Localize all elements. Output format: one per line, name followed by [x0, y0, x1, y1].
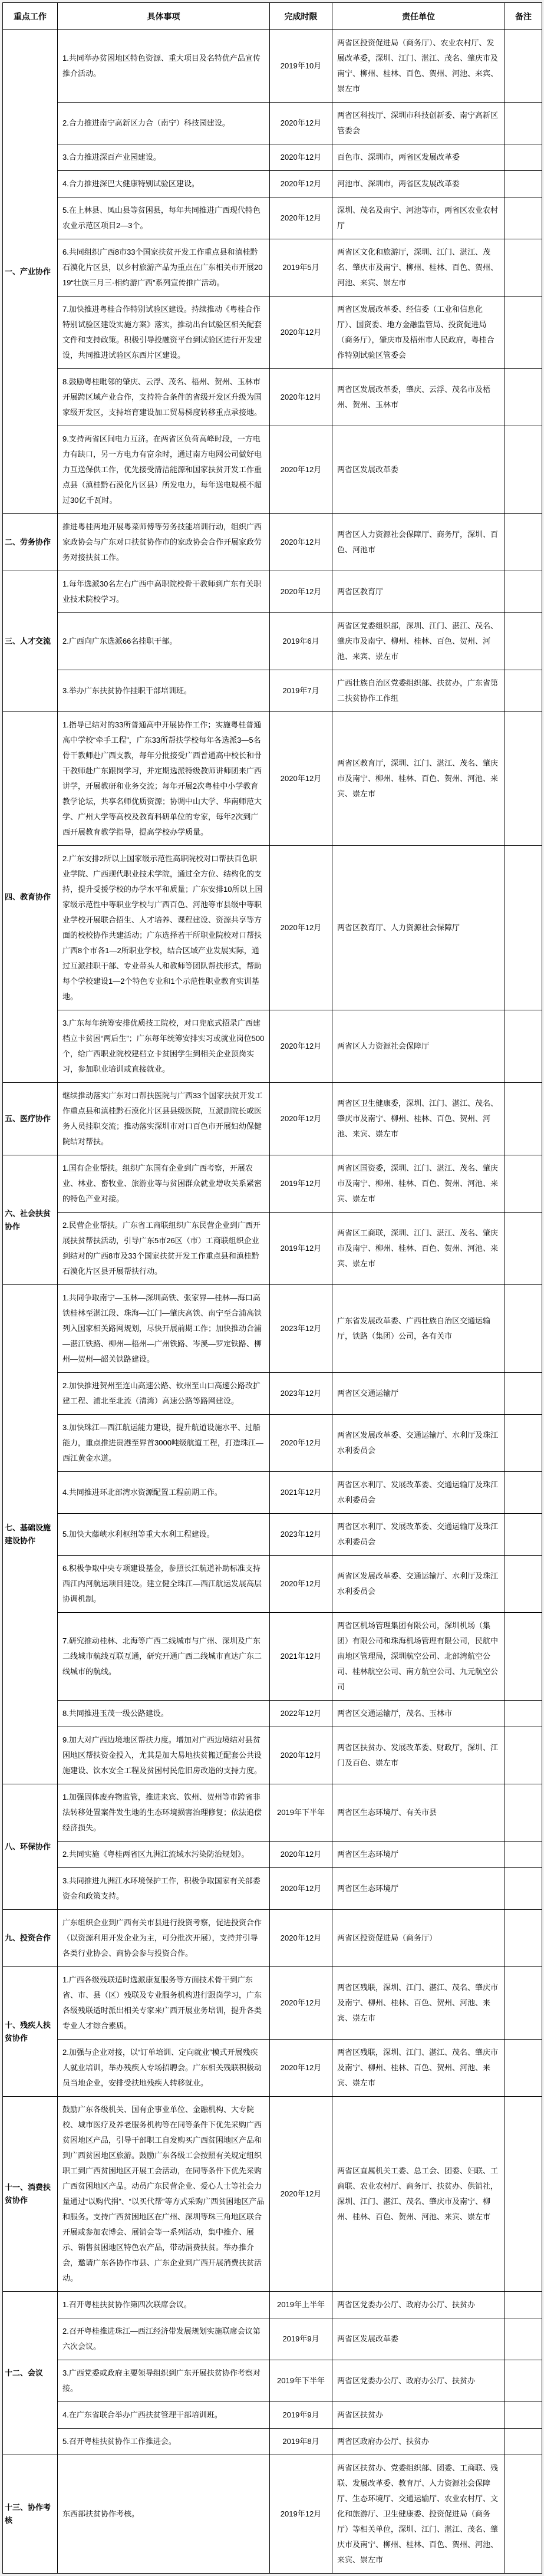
table-row	[3, 1967, 542, 2040]
unit-cell: 两省区投资促进局（商务厅）	[332, 1910, 505, 1967]
note-cell	[505, 426, 542, 514]
deadline-cell: 2023年12月	[270, 1285, 332, 1373]
unit-cell: 两省区人力资源社会保障厅、商务厅，深圳、百色、河池市	[332, 514, 505, 571]
table-row	[3, 2292, 542, 2318]
note-cell	[505, 197, 542, 239]
note-cell	[505, 171, 542, 197]
deadline-cell: 2019年上半年	[270, 2292, 332, 2318]
table-row	[3, 613, 542, 670]
table-row	[3, 426, 542, 514]
table-row	[3, 297, 542, 369]
task-cell: 6.共同组织广西8市33个国家扶贫开发工作重点县和滇桂黔石漠化片区县，以乡村旅游产品为重点在广东相关市开展2019“壮族三月三·相约游广西”系列宣传推广活动。	[58, 239, 270, 297]
task-cell: 9.支持两省区间电力互济。在两省区负荷高峰时段，一方电力有缺口，另一方电力有富余时，通过南方电网公司做好电力互送保供工作，优先接受清洁能源和国家扶贫开发工作重点县（滇桂黔石漠化片区县）所发电力，每年送电规模不超过30亿千瓦时。	[58, 426, 270, 514]
unit-cell: 两省区文化和旅游厅，深圳、江门、湛江、茂名、肇庆市及南宁、柳州、桂林、百色、贺州、河池、来宾、崇左市	[332, 239, 505, 297]
note-cell	[505, 1285, 542, 1373]
deadline-cell: 2021年12月	[270, 1472, 332, 1514]
task-cell: 4.合力推进深巴大健康特别试验区建设。	[58, 171, 270, 197]
header-specific-item: 具体事项	[58, 3, 270, 30]
note-cell	[505, 2097, 542, 2292]
category-cell: 五、医疗协作	[3, 1083, 58, 1155]
table-row	[3, 2040, 542, 2097]
deadline-cell: 2020年12月	[270, 144, 332, 171]
task-cell: 1.加强固体废弃物监管，推进来宾、钦州、贺州等市跨省非法转移处置案件发生地的生态环境损害治理修复；依法追偿经济损失。	[58, 1784, 270, 1842]
note-cell	[505, 1010, 542, 1083]
deadline-cell: 2020年12月	[270, 1868, 332, 1910]
table-row	[3, 1910, 542, 1967]
category-cell: 十、残疾人扶贫协作	[3, 1967, 58, 2097]
note-cell	[505, 1842, 542, 1868]
category-cell: 二、劳务协作	[3, 514, 58, 571]
unit-cell: 两省区扶贫办、发展改革委、财政厅，深圳、江门及百色、崇左市	[332, 1727, 505, 1784]
task-cell: 鼓励广东各级机关、国有企事业单位、金融机构、大专院校、城市医疗及养老服务机构等在同等条件下优先采购广西贫困地区产品，引导干部职工自发购买广西贫困地区产品和到广西贫困地区旅游。鼓励广东各级工会按照有关规定组织职工到广西贫困地区开展工会活动，在同等条件下优先采购广西贫困地区产品。动员广东民营企业、爱心人士等社会力量通过“以购代捐”、“以买代帮”等方式采购广西贫困地区产品和服务。支持广西贫困地区在广州、深圳等珠三角地区联合开展或参加农博会、展销会等一系列活动，集中推介、展示、销售贫困地区特色农产品，带动消费扶贫。举办推介会，邀请广东各协作市县、广东企业到广西开展消费扶贫活动。	[58, 2097, 270, 2292]
deadline-cell: 2020年12月	[270, 1910, 332, 1967]
task-cell: 推进粤桂两地开展粤菜师傅等劳务技能培训行动，组织广西家政协会与广东对口扶贫协作市的家政协会合作开展家政劳务对接扶贫工作。	[58, 514, 270, 571]
deadline-cell: 2023年12月	[270, 1373, 332, 1415]
deadline-cell: 2019年6月	[270, 613, 332, 670]
deadline-cell: 2019年9月	[270, 2402, 332, 2429]
task-cell: 5.召开粤桂扶贫协作工作推进会。	[58, 2429, 270, 2455]
unit-cell: 两省区发展改革委、交通运输厅、水利厅及珠江水利委员会	[332, 1415, 505, 1472]
table-row	[3, 1373, 542, 1415]
note-cell	[505, 2402, 542, 2429]
unit-cell: 两省区政府办公厅、扶贫办	[332, 2429, 505, 2455]
table-row	[3, 1514, 542, 1556]
category-cell: 九、投资合作	[3, 1910, 58, 1967]
table-row	[3, 571, 542, 613]
note-cell	[505, 1415, 542, 1472]
unit-cell: 河池市、深圳市，两省区发展改革委	[332, 171, 505, 197]
table-row	[3, 1010, 542, 1083]
task-cell: 8.共同推进玉茂一级公路建设。	[58, 1701, 270, 1727]
task-cell: 7.加快推进粤桂合作特别试验区建设。持续推动《粤桂合作特别试验区建设实施方案》落实，推动出台试验区相关配套文件和支持政策。积极引导投融资平台到试验区进行开发建设，共同推进试验区东西片区建设。	[58, 297, 270, 369]
task-cell: 6.积极争取中央专项建设基金，参照长江航道补助标准支持西江内河航运项目建设。建立健全珠江—西江航运发展高层协调机制。	[58, 1556, 270, 1613]
category-cell: 七、基础设施建设协作	[3, 1285, 58, 1784]
note-cell	[505, 670, 542, 712]
table-row	[3, 103, 542, 144]
deadline-cell: 2019年10月	[270, 30, 332, 103]
note-cell	[505, 1701, 542, 1727]
deadline-cell: 2020年12月	[270, 1967, 332, 2040]
unit-cell: 两省区直属机关工委、总工会、团委、妇联、工商联、农业农村厅、商务厅、扶贫办、供销社，深圳、江门、湛江、茂名、肇庆市及南宁、柳州、桂林、百色、贺州、河池、来宾、崇左市	[332, 2097, 505, 2292]
table-row	[3, 144, 542, 171]
unit-cell: 两省区投资促进局（商务厅）、农业农村厅、发展改革委，深圳、江门、湛江、茂名、肇庆市及南宁、柳州、桂林、百色、贺州、河池、来宾、崇左市	[332, 30, 505, 103]
table-row	[3, 846, 542, 1010]
task-cell: 2.民营企业帮扶。广东省工商联组织广东民营企业到广西开展扶贫帮扶活动，引导广东5市26区（市）工商联组织企业到结对的广西8市及33个国家扶贫开发工作重点县和滇桂黔石漠化片区县开展帮扶行动。	[58, 1213, 270, 1285]
note-cell	[505, 1514, 542, 1556]
unit-cell: 深圳、茂名及南宁、河池等市，两省区农业农村厅	[332, 197, 505, 239]
note-cell	[505, 712, 542, 846]
table-row	[3, 30, 542, 103]
table-row	[3, 1415, 542, 1472]
unit-cell: 两省区党委办公厅、政府办公厅、扶贫办	[332, 2292, 505, 2318]
note-cell	[505, 144, 542, 171]
table-row	[3, 1083, 542, 1155]
table-row	[3, 239, 542, 297]
unit-cell: 两省区扶贫办、党委组织部、团委、工商联、残联、发展改革委、教育厅、人力资源社会保障厅、生态环境厅、交通运输厅、农业农村厅、文化和旅游厅、卫生健康委、投资促进局（商务厅）等相关单位，深圳、江门、湛江、茂名、肇庆市及南宁、柳州、桂林、百色、贺州、河池、来宾、崇左市	[332, 2455, 505, 2574]
table-row	[3, 1613, 542, 1701]
task-cell: 9.加大对广西边境地区帮扶力度。增加对广西边境结对县贫困地区帮扶资金投入，尤其是加大易地扶贫搬迁配套公共设施建设、饮水安全工程及贫困村民危旧房改造的支持力度。	[58, 1727, 270, 1784]
deadline-cell: 2020年12月	[270, 1010, 332, 1083]
deadline-cell: 2019年12月	[270, 2455, 332, 2574]
note-cell	[505, 613, 542, 670]
table-row	[3, 712, 542, 846]
unit-cell: 两省区工商联，深圳、江门、湛江、茂名、肇庆市及南宁、柳州、桂林、百色、贺州、河池、来宾、崇左市	[332, 1213, 505, 1285]
unit-cell: 两省区发展改革委	[332, 426, 505, 514]
category-cell: 十二、会议	[3, 2292, 58, 2455]
unit-cell: 两省区扶贫办	[332, 2402, 505, 2429]
note-cell	[505, 30, 542, 103]
unit-cell: 两省区生态环境厅	[332, 1868, 505, 1910]
task-cell: 1.广西各级残联适时选派康复服务等方面技术骨干到广东省、市、县（区）残联及专业服务机构进行跟岗学习，广东各级残联适时派出相关专家来广西开展业务培训，提升各类专业人才综合素质。	[58, 1967, 270, 2040]
task-cell: 1.国有企业帮扶。组织广东国有企业到广西考察，开展农业、林业、畜牧业、旅游业等与贫困群众就业增收关系紧密的特色产业对接。	[58, 1155, 270, 1213]
note-cell	[505, 571, 542, 613]
deadline-cell: 2022年12月	[270, 1701, 332, 1727]
deadline-cell: 2020年12月	[270, 1415, 332, 1472]
task-cell: 1.召开粤桂扶贫协作第四次联席会议。	[58, 2292, 270, 2318]
deadline-cell: 2020年12月	[270, 1842, 332, 1868]
unit-cell: 两省区发展改革委	[332, 2318, 505, 2360]
deadline-cell: 2020年12月	[270, 2040, 332, 2097]
unit-cell: 两省区生态环境厅、有关市县	[332, 1784, 505, 1842]
table-row	[3, 2455, 542, 2574]
task-cell: 3.加快珠江—西江航运能力建设，提升航道设施水平、过船能力，重点推进贵港至界首3000吨级航道工程，打造珠江—西江黄金水道。	[58, 1415, 270, 1472]
unit-cell: 两省区发展改革委，肇庆、云浮、茂名市及梧州、贺州、玉林市	[332, 369, 505, 426]
deadline-cell: 2019年12月	[270, 1213, 332, 1285]
header-deadline: 完成时限	[270, 3, 332, 30]
note-cell	[505, 2455, 542, 2574]
deadline-cell: 2020年12月	[270, 514, 332, 571]
unit-cell: 两省区交通运输厅，茂名、玉林市	[332, 1701, 505, 1727]
task-cell: 2.合力推进南宁高新区力合（南宁）科技园建设。	[58, 103, 270, 144]
deadline-cell: 2020年12月	[270, 846, 332, 1010]
table-row	[3, 1842, 542, 1868]
task-cell: 4.共同推进环北部湾水资源配置工程前期工作。	[58, 1472, 270, 1514]
task-cell: 2.加强与企业对接，以“订单培训、定向就业”模式开展残疾人就业培训，举办残疾人专场招聘会。广东相关残联积极动员当地企业，安排受扶地残疾人转移就业。	[58, 2040, 270, 2097]
note-cell	[505, 297, 542, 369]
note-cell	[505, 1155, 542, 1213]
table-row	[3, 1213, 542, 1285]
note-cell	[505, 1083, 542, 1155]
table-row	[3, 670, 542, 712]
task-cell: 3.广东每年统筹安排优质技工院校，对口兜底式招录广西建档立卡贫困“两后生”；广东每年统筹安排实习或就业岗位500个，给广西职业院校建档立卡贫困学生到相关企业顶岗实习，参加职业培训或直接就业。	[58, 1010, 270, 1083]
unit-cell: 两省区水利厅、发展改革委、交通运输厅及珠江水利委员会	[332, 1472, 505, 1514]
unit-cell: 两省区科技厅、深圳市科技创新委、南宁高新区管委会	[332, 103, 505, 144]
task-cell: 东西部扶贫协作考核。	[58, 2455, 270, 2574]
deadline-cell: 2020年12月	[270, 1083, 332, 1155]
deadline-cell: 2020年12月	[270, 103, 332, 144]
task-cell: 2.加快推进贺州至连山高速公路、钦州至山口高速公路改扩建工程、浦北至北流（清湾）高速公路等路网建设。	[58, 1373, 270, 1415]
deadline-cell: 2020年12月	[270, 2097, 332, 2292]
unit-cell: 两省区人力资源社会保障厅	[332, 1010, 505, 1083]
note-cell	[505, 1784, 542, 1842]
task-cell: 7.研究推动桂林、北海等广西二线城市与广州、深圳及广东二线城市航线互联互通，研究开通广西二线城市直达广东二线城市的航线。	[58, 1613, 270, 1701]
note-cell	[505, 1967, 542, 2040]
unit-cell: 两省区卫生健康委，深圳、江门、湛江、茂名、肇庆市及南宁、柳州、桂林、百色、贺州、河池、来宾、崇左市	[332, 1083, 505, 1155]
category-cell: 十一、消费扶贫协作	[3, 2097, 58, 2292]
header-key-work: 重点工作	[3, 3, 58, 30]
deadline-cell: 2020年12月	[270, 426, 332, 514]
deadline-cell: 2019年12月	[270, 1155, 332, 1213]
task-cell: 2.广东安排2所以上国家级示范性高职院校对口帮扶百色职业学院、广西现代职业技术学院，通过全方位、结构化的支持，提升受援学校的办学水平和质量；广东安排10所以上国家级示范性中等职业学校与广西百色、河池等市县级中等职业学校开展联合招生、人才培养、课程建设、资源共享等方面的校校协作共建活动；广东选择若干所职业院校对口帮扶广西8个市各1—2所职业学校，结合区域产业发展实际，通过互派挂职干部、专业带头人和教师等团队帮扶形式，帮助每个学校建设1—2个特色专业和1个示范性职业教育实训基地。	[58, 846, 270, 1010]
note-cell	[505, 514, 542, 571]
deadline-cell: 2020年12月	[270, 571, 332, 613]
note-cell	[505, 1213, 542, 1285]
note-cell	[505, 846, 542, 1010]
table-row	[3, 514, 542, 571]
table-row	[3, 1784, 542, 1842]
table-row	[3, 1155, 542, 1213]
deadline-cell: 2020年12月	[270, 297, 332, 369]
table-row	[3, 197, 542, 239]
table-row	[3, 369, 542, 426]
deadline-cell: 2023年12月	[270, 1514, 332, 1556]
table-row	[3, 1727, 542, 1784]
note-cell	[505, 2429, 542, 2455]
note-cell	[505, 369, 542, 426]
table-row	[3, 2402, 542, 2429]
deadline-cell: 2021年12月	[270, 1613, 332, 1701]
note-cell	[505, 103, 542, 144]
task-cell: 继续推动落实广东对口帮扶医院与广西33个国家扶贫开发工作重点县和滇桂黔石漠化片区县县级医院，互派副院长或医务人员挂职交流；推动落实深圳市对口百色市开展妇幼保健院结对帮扶。	[58, 1083, 270, 1155]
note-cell	[505, 2318, 542, 2360]
unit-cell: 两省区生态环境厅	[332, 1842, 505, 1868]
unit-cell: 两省区党委组织部，深圳、江门、湛江、茂名、肇庆市及南宁、柳州、桂林、百色、贺州、河池、来宾、崇左市	[332, 613, 505, 670]
task-cell: 5.在上林县、凤山县等贫困县，每年共同推进广西现代特色农业示范区项目2—3个。	[58, 197, 270, 239]
task-cell: 3.举办广东扶贫协作挂职干部培训班。	[58, 670, 270, 712]
header-remark: 备注	[505, 3, 542, 30]
task-cell: 8.鼓励粤桂毗邻的肇庆、云浮、茂名、梧州、贺州、玉林市开展跨区域产业合作，支持符合条件的省级开发区升级为国家级开发区，支持培育建设加工贸易梯度转移重点承接地。	[58, 369, 270, 426]
table-header	[3, 3, 542, 30]
table-row	[3, 171, 542, 197]
unit-cell: 两省区交通运输厅	[332, 1373, 505, 1415]
task-cell: 3.共同推进九洲江水环境保护工作，积极争取国家有关部委资金和政策支持。	[58, 1868, 270, 1910]
unit-cell: 广东省发展改革委、广西壮族自治区交通运输厅，铁路（集团）公司，各有关市	[332, 1285, 505, 1373]
note-cell	[505, 239, 542, 297]
deadline-cell: 2020年12月	[270, 171, 332, 197]
note-cell	[505, 2360, 542, 2402]
deadline-cell: 2020年12月	[270, 1727, 332, 1784]
unit-cell: 两省区水利厅、发展改革委、交通运输厅及珠江水利委员会	[332, 1514, 505, 1556]
table-row	[3, 2360, 542, 2402]
note-cell	[505, 1727, 542, 1784]
task-cell: 5.加快大藤峡水利枢纽等重大水利工程建设。	[58, 1514, 270, 1556]
task-cell: 1.共同争取南宁—玉林—深圳高铁、张家界—桂林—海口高铁桂林至湛江段、珠海—江门—肇庆高铁、南宁至合浦高铁列入国家相关路网规划，尽快开展前期工作；加快推动合浦—湛江铁路、柳州—梧州—广州铁路、岑溪—罗定铁路、柳州—贺州—韶关铁路建设。	[58, 1285, 270, 1373]
table-row	[3, 1701, 542, 1727]
deadline-cell: 2020年12月	[270, 712, 332, 846]
task-cell: 3.合力推进深百产业园建设。	[58, 144, 270, 171]
note-cell	[505, 2040, 542, 2097]
table-row	[3, 1472, 542, 1514]
unit-cell: 两省区机场管理集团有限公司，深圳机场（集团）有限公司和珠海机场管理有限公司，民航中南地区管理局，深圳航空公司、北部湾航空公司、桂林航空公司、南方航空公司、九元航空公司	[332, 1613, 505, 1701]
table-row	[3, 2097, 542, 2292]
category-cell: 一、产业协作	[3, 30, 58, 514]
header-row	[3, 3, 542, 30]
task-cell: 广东组织企业到广西有关市县进行投资考察，促进投资合作（以资源利用开发企业为主，可分批次开展），支持并引导各类行业协会、商协会参与投资合作。	[58, 1910, 270, 1967]
category-cell: 三、人才交流	[3, 571, 58, 712]
deadline-cell: 2020年12月	[270, 1556, 332, 1613]
category-cell: 十三、协作考核	[3, 2455, 58, 2574]
unit-cell: 两省区教育厅，深圳、江门、湛江、茂名、肇庆市及南宁、柳州、桂林、百色、贺州、河池、来宾、崇左市	[332, 712, 505, 846]
deadline-cell: 2019年下半年	[270, 2360, 332, 2402]
category-cell: 八、环保协作	[3, 1784, 58, 1910]
unit-cell: 百色市、深圳市，两省区发展改革委	[332, 144, 505, 171]
unit-cell: 两省区党委办公厅、政府办公厅、扶贫办	[332, 2360, 505, 2402]
note-cell	[505, 1613, 542, 1701]
unit-cell: 广西壮族自治区党委组织部、扶贫办，广东省第二扶贫协作工作组	[332, 670, 505, 712]
table-row	[3, 2318, 542, 2360]
note-cell	[505, 2292, 542, 2318]
unit-cell: 两省区发展改革委、经信委（工业和信息化厅）、国资委、地方金融监管局、投资促进局（商务厅），肇庆市及梧州市人民政府，粤桂合作特别试验区管委会	[332, 297, 505, 369]
deadline-cell: 2019年5月	[270, 239, 332, 297]
note-cell	[505, 1868, 542, 1910]
task-cell: 2.召开粤桂推进珠江—西江经济带发展规划实施联席会议第六次会议。	[58, 2318, 270, 2360]
table-row	[3, 1868, 542, 1910]
task-cell: 1.每年选派30名左右广西中高职院校骨干教师到广东有关职业技术院校学习。	[58, 571, 270, 613]
table-body	[3, 30, 542, 2574]
unit-cell: 两省区国资委，深圳、江门、湛江、茂名、肇庆市及南宁、柳州、桂林、百色、贺州、河池、来宾、崇左市	[332, 1155, 505, 1213]
table-row	[3, 2429, 542, 2455]
deadline-cell: 2019年7月	[270, 670, 332, 712]
unit-cell: 两省区教育厅、人力资源社会保障厅	[332, 846, 505, 1010]
note-cell	[505, 1472, 542, 1514]
table-row	[3, 1285, 542, 1373]
deadline-cell: 2019年9月	[270, 2318, 332, 2360]
deadline-cell: 2019年下半年	[270, 1784, 332, 1842]
task-cell: 1.共同举办贫困地区特色资源、重大项目及名特优产品宣传推介活动。	[58, 30, 270, 103]
cooperation-table	[2, 2, 542, 2574]
task-cell: 4.在广东省联合举办广西扶贫管理干部培训班。	[58, 2402, 270, 2429]
table-row	[3, 1556, 542, 1613]
note-cell	[505, 1556, 542, 1613]
category-cell: 四、教育协作	[3, 712, 58, 1083]
unit-cell: 两省区残联，深圳、江门、湛江、茂名、肇庆市及南宁、柳州、桂林、百色、贺州、河池、来宾、崇左市	[332, 2040, 505, 2097]
header-responsible-unit: 责任单位	[332, 3, 505, 30]
task-cell: 3.广西党委或政府主要领导组织到广东开展扶贫协作考察对接。	[58, 2360, 270, 2402]
task-cell: 1.指导已结对的33所普通高中开展协作工作；实施粤桂普通高中学校“牵手工程”，广东33所帮扶学校每年各选派3—5名骨干教师赴广西支教，每年分批接受广西普通高中校长和骨干教师赴广东跟岗学习，并定期选派特级教师讲师团来广西讲学，开展教研和业务交流；每年开展2次粤桂中小学教育教学论坛，共享名师优质资源；协调中山大学、华南师范大学、广州大学等高校及教育科研单位的专家，每年2次到广西开展教育教学指导，提高学校办学质量。	[58, 712, 270, 846]
note-cell	[505, 1373, 542, 1415]
category-cell: 六、社会扶贫协作	[3, 1155, 58, 1285]
deadline-cell: 2019年8月	[270, 2429, 332, 2455]
unit-cell: 两省区残联，深圳、江门、湛江、茂名、肇庆市及南宁、柳州、桂林、百色、贺州、河池、来宾、崇左市	[332, 1967, 505, 2040]
note-cell	[505, 1910, 542, 1967]
deadline-cell: 2020年12月	[270, 369, 332, 426]
deadline-cell: 2020年12月	[270, 197, 332, 239]
task-cell: 2.广西向广东选派66名挂职干部。	[58, 613, 270, 670]
unit-cell: 两省区发展改革委、交通运输厅、水利厅及珠江水利委员会	[332, 1556, 505, 1613]
task-cell: 2.共同实施《粤桂两省区九洲江流域水污染防治规划》。	[58, 1842, 270, 1868]
unit-cell: 两省区教育厅	[332, 571, 505, 613]
